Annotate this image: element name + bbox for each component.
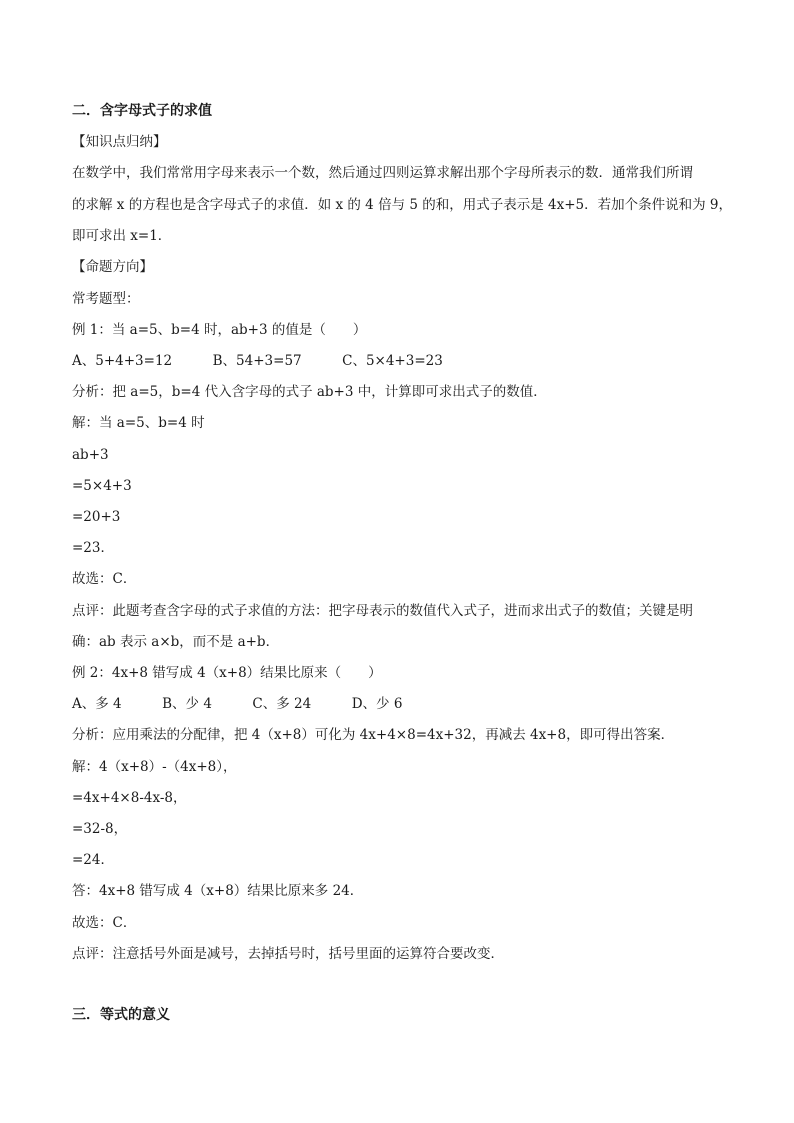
- example-1-analysis: 分析：把 a=5，b=4 代入含字母的式子 ab+3 中，计算即可求出式子的数值．: [72, 384, 547, 400]
- paragraph-line: 的求解 x 的方程也是含字母式子的求值．如 x 的 4 倍与 5 的和，用式子表示是 4x+5．若加个条件说和为 9，: [72, 197, 733, 213]
- solution-line: ab+3: [72, 447, 109, 463]
- example-2-analysis: 分析：应用乘法的分配律，把 4（x+8）可化为 4x+4×8=4x+32，再减去 4x+8，即可得出答案．: [72, 727, 675, 743]
- comment-line: 确：ab 表示 a×b，而不是 a+b．: [72, 634, 280, 650]
- example-1-options: A、5+4+3=12 B、54+3=57 C、5×4+3=23: [72, 353, 443, 369]
- solution-line: =5×4+3: [72, 478, 132, 494]
- example-2-options: A、多 4 B、少 4 C、多 24 D、少 6: [72, 696, 403, 712]
- solution-line: 解：当 a=5、b=4 时: [72, 415, 205, 431]
- answer-line: 答：4x+8 错写成 4（x+8）结果比原来多 24．: [72, 883, 364, 899]
- knowledge-summary-label: 【知识点归纳】: [72, 134, 167, 150]
- comment-line: 点评：此题考查含字母的式子求值的方法：把字母表示的数值代入式子，进而求出式子的数值；关键是明: [72, 603, 693, 619]
- direction-label: 【命题方向】: [72, 259, 153, 275]
- section-heading: 二．含字母式子的求值: [72, 103, 212, 119]
- answer-choice: 故选：C．: [72, 571, 137, 587]
- solution-line: =32-8，: [72, 821, 128, 837]
- solution-line: =20+3: [72, 509, 121, 525]
- solution-line: =24．: [72, 852, 114, 868]
- comment-line: 点评：注意括号外面是减号，去掉括号时，括号里面的运算符合要改变．: [72, 946, 504, 962]
- section-heading: 三．等式的意义: [72, 1007, 170, 1023]
- paragraph-line: 在数学中，我们常常用字母来表示一个数，然后通过四则运算求解出那个字母所表示的数．通常我们所谓: [72, 165, 693, 181]
- example-2-question: 例 2：4x+8 错写成 4（x+8）结果比原来（ ）: [72, 665, 382, 681]
- paragraph-line: 常考题型：: [72, 291, 140, 307]
- example-1-question: 例 1：当 a=5、b=4 时，ab+3 的值是（ ）: [72, 322, 367, 338]
- paragraph-line: 即可求出 x=1．: [72, 228, 172, 244]
- answer-choice: 故选：C．: [72, 915, 137, 931]
- solution-line: 解：4（x+8）-（4x+8），: [72, 759, 237, 775]
- solution-line: =4x+4×8-4x-8，: [72, 790, 187, 806]
- solution-line: =23．: [72, 540, 114, 556]
